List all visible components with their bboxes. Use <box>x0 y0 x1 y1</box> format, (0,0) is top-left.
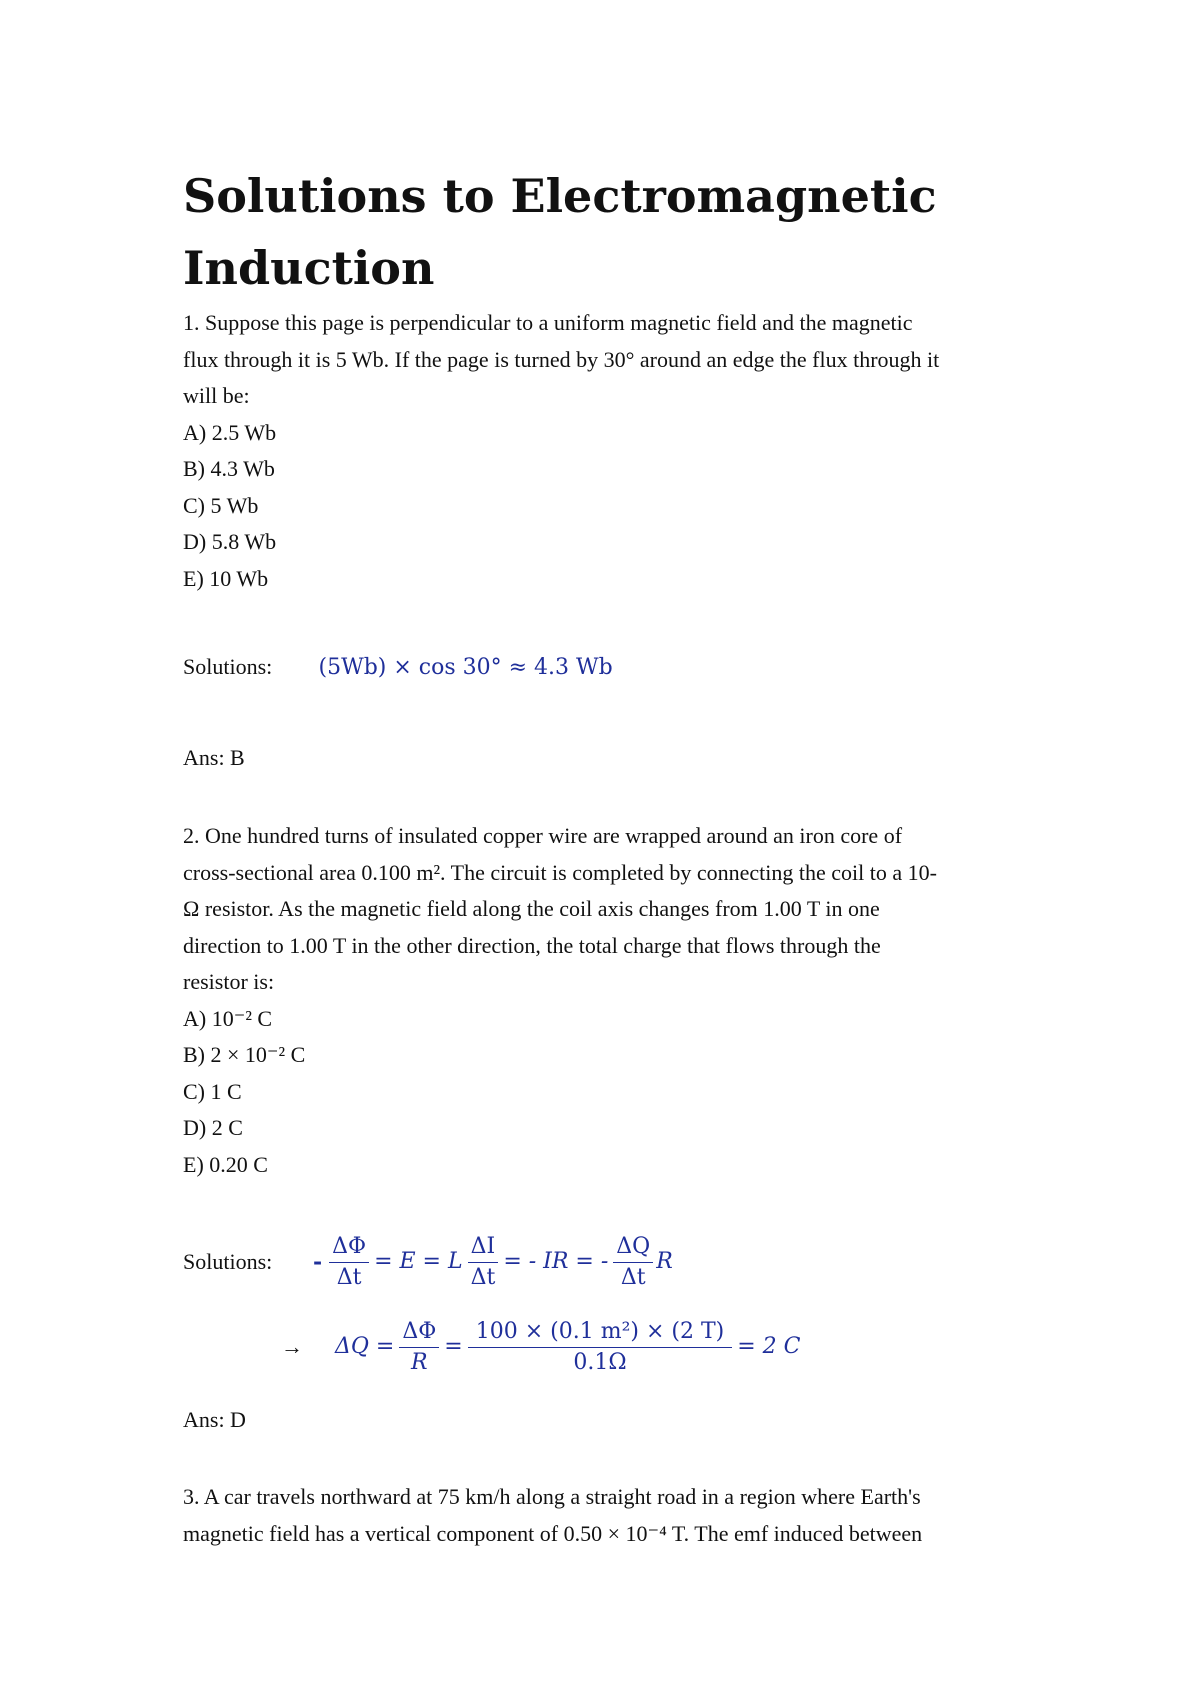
question-1-line: flux through it is 5 Wb. If the page is turned by 30° around an edge the flux through it <box>183 346 940 372</box>
equation-text: = <box>444 1333 463 1359</box>
option-a: A) 2.5 Wb <box>183 419 277 445</box>
equation-text: = 2 C <box>737 1333 801 1359</box>
question-2-line: resistor is: <box>183 969 275 994</box>
denominator: Δt <box>620 1264 646 1290</box>
fraction <box>468 1318 733 1377</box>
question-1-line: will be: <box>183 383 250 408</box>
fraction <box>613 1233 653 1292</box>
question-2-line: cross-sectional area 0.100 m². The circuit is completed by connecting the coil to a 10- <box>183 859 937 885</box>
question-1-line: 1. Suppose this page is perpendicular to a uniform magnetic field and the magnetic <box>183 310 913 335</box>
question-3-line: 3. A car travels northward at 75 km/h along a straight road in a region where Earth's <box>183 1484 921 1509</box>
answer-1: Ans: B <box>183 745 245 770</box>
option-a: A) 10⁻² C <box>183 1005 273 1031</box>
option-b: B) 2 × 10⁻² C <box>183 1042 306 1067</box>
numerator: ΔΦ <box>329 1233 369 1263</box>
solution-1-equation: (5Wb) × cos 30° ≈ 4.3 Wb <box>318 655 613 680</box>
equation-text: = E = L <box>374 1248 463 1274</box>
equation-text: R <box>656 1248 673 1274</box>
denominator: R <box>411 1349 428 1375</box>
question-2-line: Ω resistor. As the magnetic field along the coil axis changes from 1.00 T in one <box>183 896 880 921</box>
minus-sign: - <box>313 1248 323 1275</box>
option-c: C) 5 Wb <box>183 492 259 518</box>
equation-text: ΔQ = <box>335 1333 395 1359</box>
numerator: 100 × (0.1 m²) × (2 T) <box>468 1318 733 1348</box>
option-d: D) 5.8 Wb <box>183 529 277 554</box>
solution-2-equation-2 <box>335 1318 800 1377</box>
page-title: Solutions to Electromagnetic Induction <box>183 169 937 295</box>
denominator: Δt <box>470 1264 496 1290</box>
question-1 <box>183 305 1043 597</box>
fraction <box>468 1233 499 1292</box>
denominator: Δt <box>336 1264 362 1290</box>
numerator: ΔΦ <box>399 1318 439 1348</box>
question-3 <box>183 1479 1043 1552</box>
solution-2 <box>183 1225 1043 1299</box>
numerator: ΔQ <box>613 1233 653 1263</box>
question-2 <box>183 818 1043 1183</box>
numerator: ΔI <box>468 1233 499 1263</box>
question-3-line: magnetic field has a vertical component of 0.50 × 10⁻⁴ T. The emf induced between <box>183 1520 923 1546</box>
arrow-icon: → <box>281 1333 303 1359</box>
solution-label: Solutions: <box>183 654 273 679</box>
option-e: E) 0.20 C <box>183 1151 268 1177</box>
denominator: 0.1Ω <box>573 1349 627 1375</box>
solution-2-equation-1 <box>313 1233 673 1292</box>
question-2-line: 2. One hundred turns of insulated copper wire are wrapped around an iron core of <box>183 823 903 848</box>
question-2-line: direction to 1.00 T in the other direction, the total charge that flows through the <box>183 932 881 958</box>
answer-2: Ans: D <box>183 1407 246 1432</box>
option-c: C) 1 C <box>183 1078 242 1104</box>
solution-2-line-2 <box>183 1310 1043 1384</box>
equation-text: = - IR = - <box>503 1248 609 1274</box>
solution-label: Solutions: <box>183 1248 273 1274</box>
option-d: D) 2 C <box>183 1115 243 1140</box>
fraction <box>399 1318 439 1377</box>
option-e: E) 10 Wb <box>183 565 269 591</box>
solution-1 <box>183 649 1043 687</box>
fraction <box>329 1233 369 1292</box>
option-b: B) 4.3 Wb <box>183 456 275 481</box>
